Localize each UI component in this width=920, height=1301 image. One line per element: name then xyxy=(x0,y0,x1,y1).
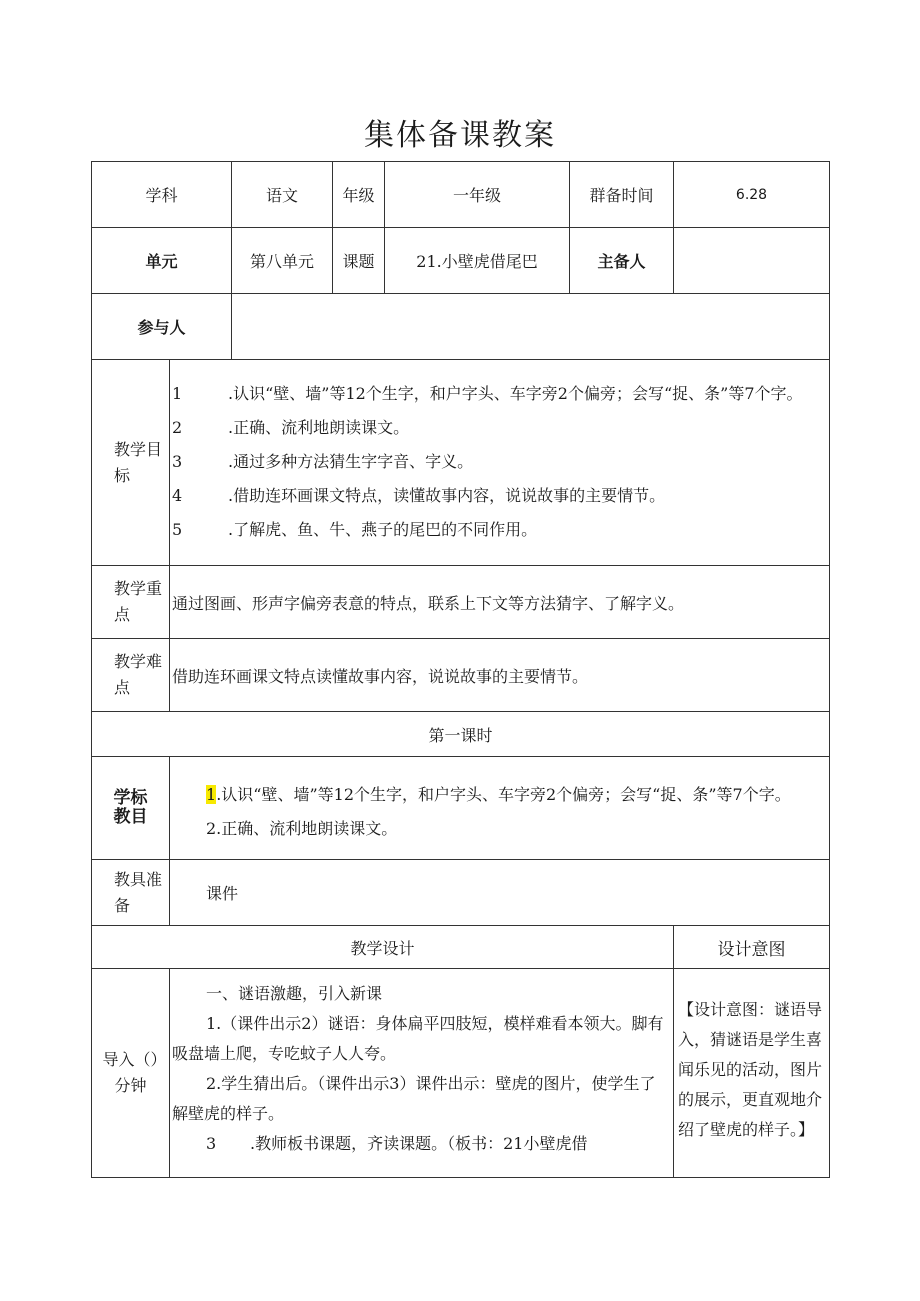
lesson-goals-content: 1.认识“壁、墙”等12个生字，和户字头、车字旁2个偏旁；会写“捉、条”等7个字。 2.正确、流利地朗读课文。 xyxy=(170,757,830,860)
difficulties-label: 教学难点 xyxy=(92,639,170,712)
goal-item: 2 .正确、流利地朗读课文。 xyxy=(172,417,410,437)
unit-value: 第八单元 xyxy=(232,228,333,294)
lesson-goals-row xyxy=(92,757,830,860)
lesson-goal-2: 2.正确、流利地朗读课文。 xyxy=(206,819,398,838)
prep-time-label: 群备时间 xyxy=(570,162,674,228)
intro-row xyxy=(92,969,830,1178)
lead-label: 主备人 xyxy=(570,228,674,294)
page-title: 集体备课教案 xyxy=(364,118,556,153)
goals-row xyxy=(92,360,830,566)
goal-item: 5 .了解虎、鱼、牛、燕子的尾巴的不同作用。 xyxy=(172,519,538,539)
intro-step-3: 3 .教师板书课题，齐读课题。（板书：21小壁虎借 xyxy=(206,1134,588,1153)
lesson-plan-table xyxy=(91,161,830,1178)
goals-list xyxy=(170,360,830,566)
subject-value: 语文 xyxy=(232,162,333,228)
intro-label: 导入（）分钟 xyxy=(92,969,170,1178)
key-points-row xyxy=(92,566,830,639)
key-points-text: 通过图画、形声字偏旁表意的特点，联系上下文等方法猜字、了解字义。 xyxy=(170,566,830,639)
difficulties-row xyxy=(92,639,830,712)
intro-intent: 【设计意图：谜语导入，猜谜语是学生喜闻乐见的活动，图片的展示，更直观地介绍了壁虎的样子。】 xyxy=(674,969,830,1178)
lesson-goals-label: 学标 教目 xyxy=(92,757,170,860)
goal-item: 1 .认识“壁、墙”等12个生字，和户字头、车字旁2个偏旁；会写“捉、条”等7个字。 xyxy=(172,383,803,403)
design-header: 教学设计 xyxy=(92,926,674,969)
key-points-label: 教学重点 xyxy=(92,566,170,639)
lesson-header-row xyxy=(92,712,830,757)
topic-value: 21.小壁虎借尾巴 xyxy=(385,228,570,294)
intent-header: 设计意图 xyxy=(674,926,830,969)
tools-row xyxy=(92,860,830,926)
participants-label: 参与人 xyxy=(92,294,232,360)
goal-item: 4 .借助连环画课文特点，读懂故事内容，说说故事的主要情节。 xyxy=(172,485,666,505)
intro-step-1: 1.（课件出示2）谜语：身体扁平四肢短，模样难看本领大。脚有吸盘墙上爬，专吃蚊子人人夸。 xyxy=(172,1014,664,1063)
info-row-1 xyxy=(92,162,830,228)
intro-step-2: 2.学生猜出后。（课件出示3）课件出示：壁虎的图片，使学生了解壁虎的样子。 xyxy=(172,1074,656,1123)
participants-value xyxy=(232,294,830,360)
info-row-2 xyxy=(92,228,830,294)
participants-row xyxy=(92,294,830,360)
goal-item: 3 .通过多种方法猜生字字音、字义。 xyxy=(172,451,474,471)
subject-label: 学科 xyxy=(92,162,232,228)
grade-label: 年级 xyxy=(333,162,385,228)
unit-label: 单元 xyxy=(92,228,232,294)
design-header-row xyxy=(92,926,830,969)
intro-heading: 一、谜语激趣，引入新课 xyxy=(206,984,383,1003)
lead-value xyxy=(674,228,830,294)
tools-label: 教具准备 xyxy=(92,860,170,926)
grade-value: 一年级 xyxy=(385,162,570,228)
lesson-header: 第一课时 xyxy=(92,712,830,757)
goals-label: 教学目标 xyxy=(92,360,170,566)
tools-value: 课件 xyxy=(170,860,830,926)
intro-design xyxy=(170,969,674,1178)
highlight-mark: 1 xyxy=(206,785,217,804)
topic-label: 课题 xyxy=(333,228,385,294)
prep-time-value: 6.28 xyxy=(674,162,830,228)
difficulties-text: 借助连环画课文特点读懂故事内容，说说故事的主要情节。 xyxy=(170,639,830,712)
